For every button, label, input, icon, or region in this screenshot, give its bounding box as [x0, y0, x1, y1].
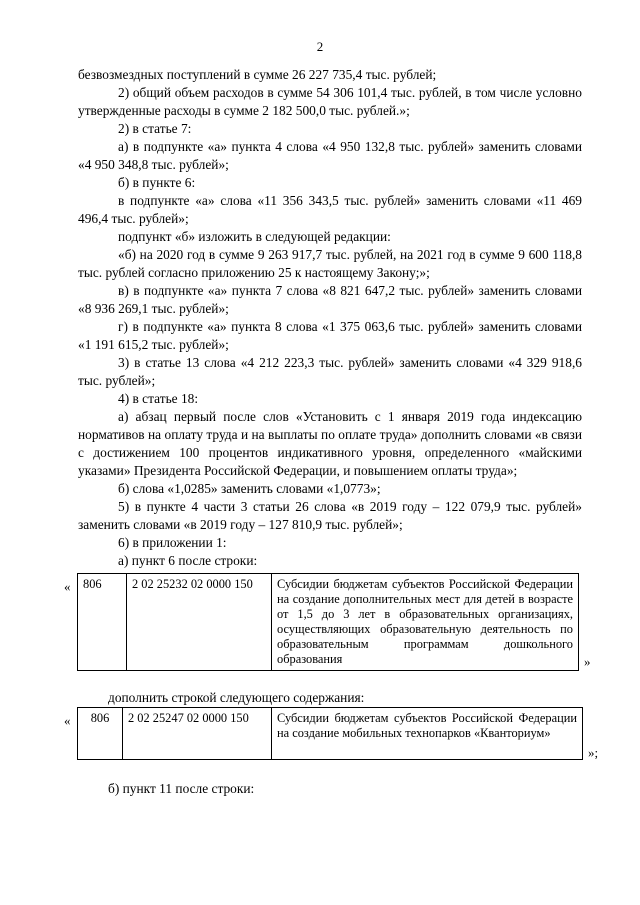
paragraph: подпункт «б» изложить в следующей редакции:: [118, 229, 391, 244]
table1-desc: Субсидии бюджетам субъектов Российской Федерации на создание дополнительных мест для детей в возрасте от 1,5 до 3 лет в образовательных организациях, осуществляющих образовательную деятельность по образовательным программам дошкольного образования: [272, 574, 579, 671]
paragraph: 6) в приложении 1:: [118, 535, 227, 550]
table1-close-quote: »: [584, 654, 591, 669]
paragraph: 2) общий объем расходов в сумме 54 306 101,4 тыс. рублей, в том числе условно утвержденные расходы в сумме 2 182 500,0 тыс. рублей.»;: [78, 85, 582, 118]
table2-kbk: 2 02 25247 02 0000 150: [123, 708, 272, 760]
table2-code: 806: [78, 708, 123, 760]
table2: [77, 707, 583, 760]
page-number: 2: [316, 39, 324, 54]
table-row: [78, 574, 579, 671]
table-row: [78, 708, 583, 760]
body-text: [78, 66, 582, 570]
final-line: б) пункт 11 после строки:: [108, 781, 255, 796]
table1: [77, 573, 579, 671]
paragraph: б) в пункте 6:: [118, 175, 196, 190]
add-line: дополнить строкой следующего содержания:: [108, 690, 365, 705]
table1-open-quote: «: [64, 579, 71, 594]
table2-close-quote: »;: [588, 745, 599, 760]
paragraph: а) пункт 6 после строки:: [118, 553, 258, 568]
paragraph: «б) на 2020 год в сумме 9 263 917,7 тыс. рублей, на 2021 год в сумме 9 600 118,8 тыс. рублей согласно приложению 25 к настоящему Закону;»;: [78, 247, 582, 280]
paragraph: б) слова «1,0285» заменить словами «1,0773»;: [118, 481, 381, 496]
table2-desc: Субсидии бюджетам субъектов Российской Федерации на создание мобильных технопарков «Кванториум»: [272, 708, 583, 760]
table1-code: 806: [78, 574, 127, 671]
paragraph: 4) в статье 18:: [118, 391, 199, 406]
paragraph: 2) в статье 7:: [118, 121, 192, 136]
paragraph: г) в подпункте «а» пункта 8 слова «1 375 063,6 тыс. рублей» заменить словами «1 191 615,2 тыс. рублей»;: [78, 319, 582, 352]
table1-kbk: 2 02 25232 02 0000 150: [127, 574, 272, 671]
paragraph: безвозмездных поступлений в сумме 26 227 735,4 тыс. рублей;: [78, 67, 437, 82]
paragraph: в) в подпункте «а» пункта 7 слова «8 821 647,2 тыс. рублей» заменить словами «8 936 269,1 тыс. рублей»;: [78, 283, 582, 316]
paragraph: 5) в пункте 4 части 3 статьи 26 слова «в 2019 году – 122 079,9 тыс. рублей» заменить словами «в 2019 году – 127 810,9 тыс. рублей»;: [78, 499, 582, 532]
table2-open-quote: «: [64, 713, 71, 728]
paragraph: а) в подпункте «а» пункта 4 слова «4 950 132,8 тыс. рублей» заменить словами «4 950 348,8 тыс. рублей»;: [78, 139, 582, 172]
paragraph: а) абзац первый после слов «Установить с 1 января 2019 года индексацию нормативов на оплату труда и на выплаты по оплате труда» дополнить словами «в связи с достижением 100 процентов индикативного уровня, определенного «майскими указами» Президента Российской Федерации, и повышением оплаты труда»;: [78, 409, 582, 478]
paragraph: в подпункте «а» слова «11 356 343,5 тыс. рублей» заменить словами «11 469 496,4 тыс. рублей»;: [78, 193, 582, 226]
paragraph: 3) в статье 13 слова «4 212 223,3 тыс. рублей» заменить словами «4 329 918,6 тыс. рублей»;: [78, 355, 582, 388]
